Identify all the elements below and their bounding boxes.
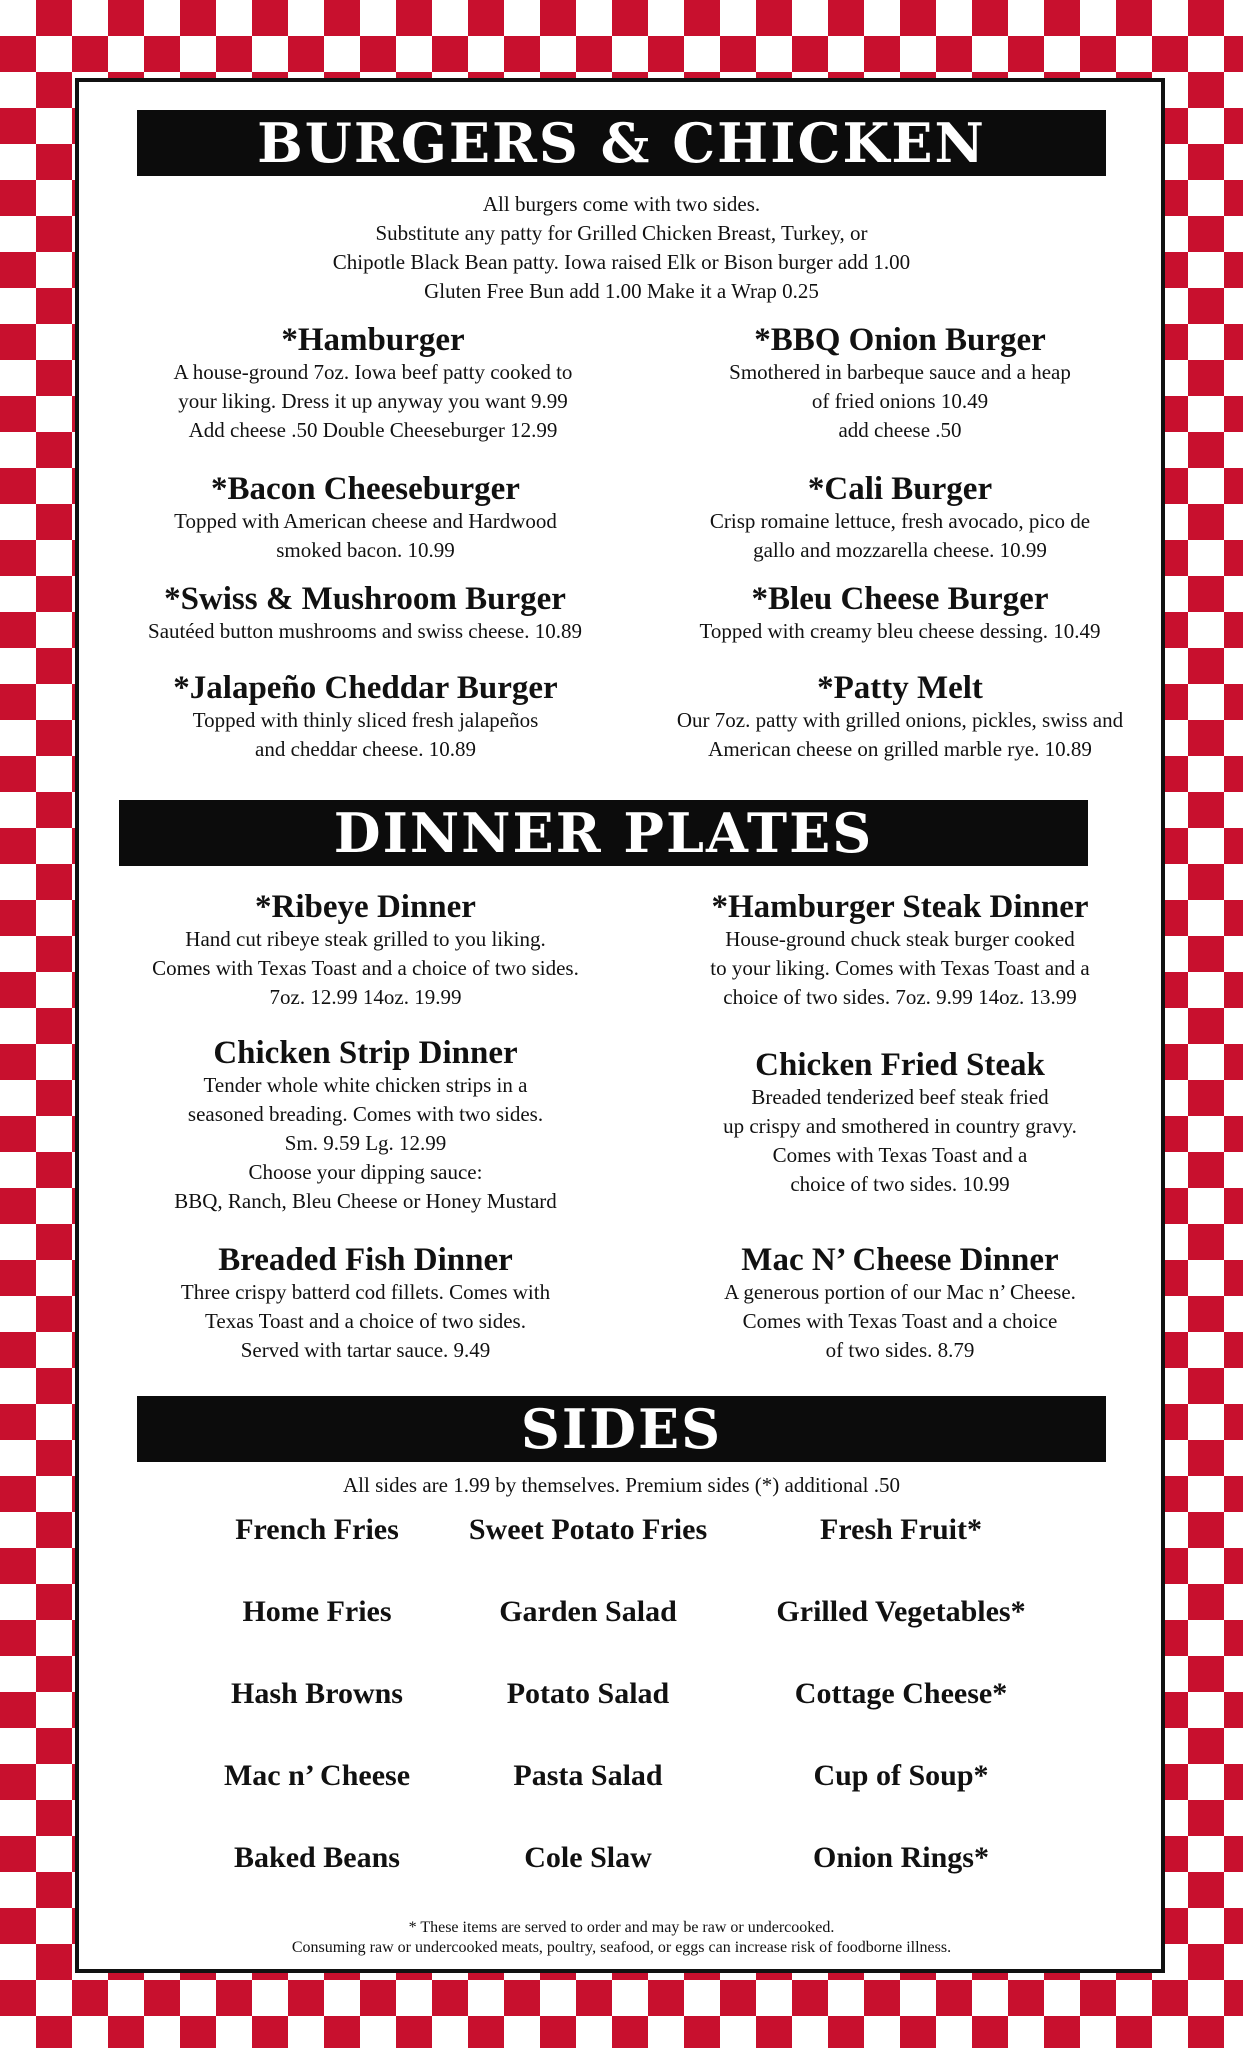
item-description: Choose your dipping sauce: xyxy=(248,1160,483,1184)
item-description: House-ground chuck steak burger cooked xyxy=(725,927,1075,951)
item-description: Served with tartar sauce. 9.49 xyxy=(240,1338,491,1362)
item-name: Chicken Fried Steak xyxy=(755,1047,1045,1083)
item-description: to your liking. Comes with Texas Toast and a xyxy=(710,956,1090,980)
burgers-intro-line: Chipotle Black Bean patty. Iowa raised Elk or Bison burger add 1.00 xyxy=(332,250,911,274)
disclaimer-line: Consuming raw or undercooked meats, poultry, seafood, or eggs can increase risk of foodborne illness. xyxy=(291,1939,952,1956)
menu-item-swiss-mushroom-burger xyxy=(100,581,630,646)
item-description: Crisp romaine lettuce, fresh avocado, pico de xyxy=(709,509,1091,533)
side-item: Fresh Fruit* xyxy=(820,1513,982,1546)
burgers-intro-line: Gluten Free Bun add 1.00 Make it a Wrap 0.25 xyxy=(424,279,819,303)
item-name: *Swiss & Mushroom Burger xyxy=(164,581,566,617)
item-description: seasoned breading. Comes with two sides. xyxy=(187,1102,544,1126)
burgers-intro xyxy=(0,190,1243,306)
sides-intro: All sides are 1.99 by themselves. Premium sides (*) additional .50 xyxy=(343,1473,900,1497)
item-description: Tender whole white chicken strips in a xyxy=(203,1073,528,1097)
item-description: add cheese .50 xyxy=(838,418,962,442)
item-description: of fried onions 10.49 xyxy=(811,389,989,413)
burgers-section-banner: BURGERS & CHICKEN xyxy=(137,110,1106,176)
item-description: Comes with Texas Toast and a xyxy=(772,1143,1028,1167)
item-description: A house-ground 7oz. Iowa beef patty cooked to xyxy=(173,360,573,384)
item-name: Chicken Strip Dinner xyxy=(213,1035,518,1071)
side-item: Sweet Potato Fries xyxy=(468,1513,708,1546)
item-description: Comes with Texas Toast and a choice xyxy=(742,1309,1058,1333)
side-item: Grilled Vegetables* xyxy=(776,1595,1026,1628)
side-item: Onion Rings* xyxy=(813,1841,989,1874)
menu-item-bleu-cheese-burger xyxy=(620,581,1180,646)
sides-section-banner: SIDES xyxy=(137,1396,1106,1462)
item-name: *Bleu Cheese Burger xyxy=(751,581,1049,617)
item-description: Sautéed button mushrooms and swiss cheese. 10.89 xyxy=(148,619,582,643)
side-item: French Fries xyxy=(235,1513,399,1546)
item-description: American cheese on grilled marble rye. 10.89 xyxy=(708,737,1092,761)
side-item: Mac n’ Cheese xyxy=(223,1759,411,1792)
disclaimer-line: * These items are served to order and may be raw or undercooked. xyxy=(408,1919,835,1936)
item-description: gallo and mozzarella cheese. 10.99 xyxy=(753,538,1047,562)
side-item: Home Fries xyxy=(242,1595,392,1628)
menu-item-patty-melt xyxy=(620,670,1180,764)
menu-item-hamburger-steak-dinner xyxy=(620,889,1180,1012)
side-item: Cup of Soup* xyxy=(813,1759,989,1792)
side-item: Baked Beans xyxy=(234,1841,400,1874)
item-description: smoked bacon. 10.99 xyxy=(276,538,455,562)
item-description: BBQ, Ranch, Bleu Cheese or Honey Mustard xyxy=(174,1189,557,1213)
item-description: choice of two sides. 7oz. 9.99 14oz. 13.99 xyxy=(723,985,1077,1009)
item-description: 7oz. 12.99 14oz. 19.99 xyxy=(269,985,462,1009)
side-item: Cole Slaw xyxy=(524,1841,652,1874)
side-item: Cottage Cheese* xyxy=(794,1677,1008,1710)
item-description: your liking. Dress it up anyway you want 9.99 xyxy=(178,389,568,413)
item-name: *BBQ Onion Burger xyxy=(754,322,1046,358)
item-name: Mac N’ Cheese Dinner xyxy=(741,1242,1059,1278)
item-name: Breaded Fish Dinner xyxy=(218,1242,513,1278)
item-description: Smothered in barbeque sauce and a heap xyxy=(729,360,1071,384)
item-description: Hand cut ribeye steak grilled to you liking. xyxy=(185,927,546,951)
item-description: Sm. 9.59 Lg. 12.99 xyxy=(284,1131,447,1155)
menu-item-bacon-cheeseburger xyxy=(108,471,623,565)
menu-item-chicken-fried-steak xyxy=(620,1047,1180,1199)
menu-item-ribeye-dinner xyxy=(108,889,623,1012)
burgers-intro-line: All burgers come with two sides. xyxy=(482,192,761,216)
item-name: *Ribeye Dinner xyxy=(255,889,476,925)
item-description: choice of two sides. 10.99 xyxy=(790,1172,1010,1196)
item-description: Our 7oz. patty with grilled onions, pickles, swiss and xyxy=(676,708,1124,732)
item-description: of two sides. 8.79 xyxy=(825,1338,975,1362)
menu-item-bbq-onion-burger xyxy=(620,322,1180,445)
menu-item-chicken-strip-dinner xyxy=(108,1035,623,1216)
item-description: A generous portion of our Mac n’ Cheese. xyxy=(724,1280,1076,1304)
item-name: *Cali Burger xyxy=(807,471,993,507)
item-description: Add cheese .50 Double Cheeseburger 12.99 xyxy=(188,418,558,442)
item-description: Topped with creamy bleu cheese dessing. 10.49 xyxy=(699,619,1101,643)
item-description: Three crispy batterd cod fillets. Comes with xyxy=(180,1280,551,1304)
side-item: Potato Salad xyxy=(506,1677,670,1710)
menu-item-hamburger xyxy=(108,322,638,445)
item-description: Comes with Texas Toast and a choice of two sides. xyxy=(152,956,579,980)
item-name: *Bacon Cheeseburger xyxy=(211,471,520,507)
side-item: Pasta Salad xyxy=(513,1759,663,1792)
burgers-intro-line: Substitute any patty for Grilled Chicken Breast, Turkey, or xyxy=(375,221,868,245)
food-safety-disclaimer xyxy=(0,1918,1243,1958)
item-name: *Patty Melt xyxy=(817,670,983,706)
item-name: *Hamburger xyxy=(281,322,465,358)
dinner-section-banner: DINNER PLATES xyxy=(119,800,1088,866)
item-description: up crispy and smothered in country gravy. xyxy=(723,1114,1077,1138)
item-description: Texas Toast and a choice of two sides. xyxy=(205,1309,526,1333)
menu-item-breaded-fish-dinner xyxy=(108,1242,623,1365)
item-description: Topped with thinly sliced fresh jalapeños xyxy=(192,708,539,732)
side-item: Hash Browns xyxy=(230,1677,403,1710)
item-description: and cheddar cheese. 10.89 xyxy=(255,737,476,761)
menu-item-mac-n-cheese-dinner xyxy=(620,1242,1180,1365)
item-name: *Hamburger Steak Dinner xyxy=(711,889,1089,925)
menu-item-cali-burger xyxy=(620,471,1180,565)
item-name: *Jalapeño Cheddar Burger xyxy=(173,670,558,706)
menu-item-jalapeno-cheddar-burger xyxy=(108,670,623,764)
item-description: Breaded tenderized beef steak fried xyxy=(751,1085,1049,1109)
side-item: Garden Salad xyxy=(499,1595,677,1628)
item-description: Topped with American cheese and Hardwood xyxy=(174,509,557,533)
